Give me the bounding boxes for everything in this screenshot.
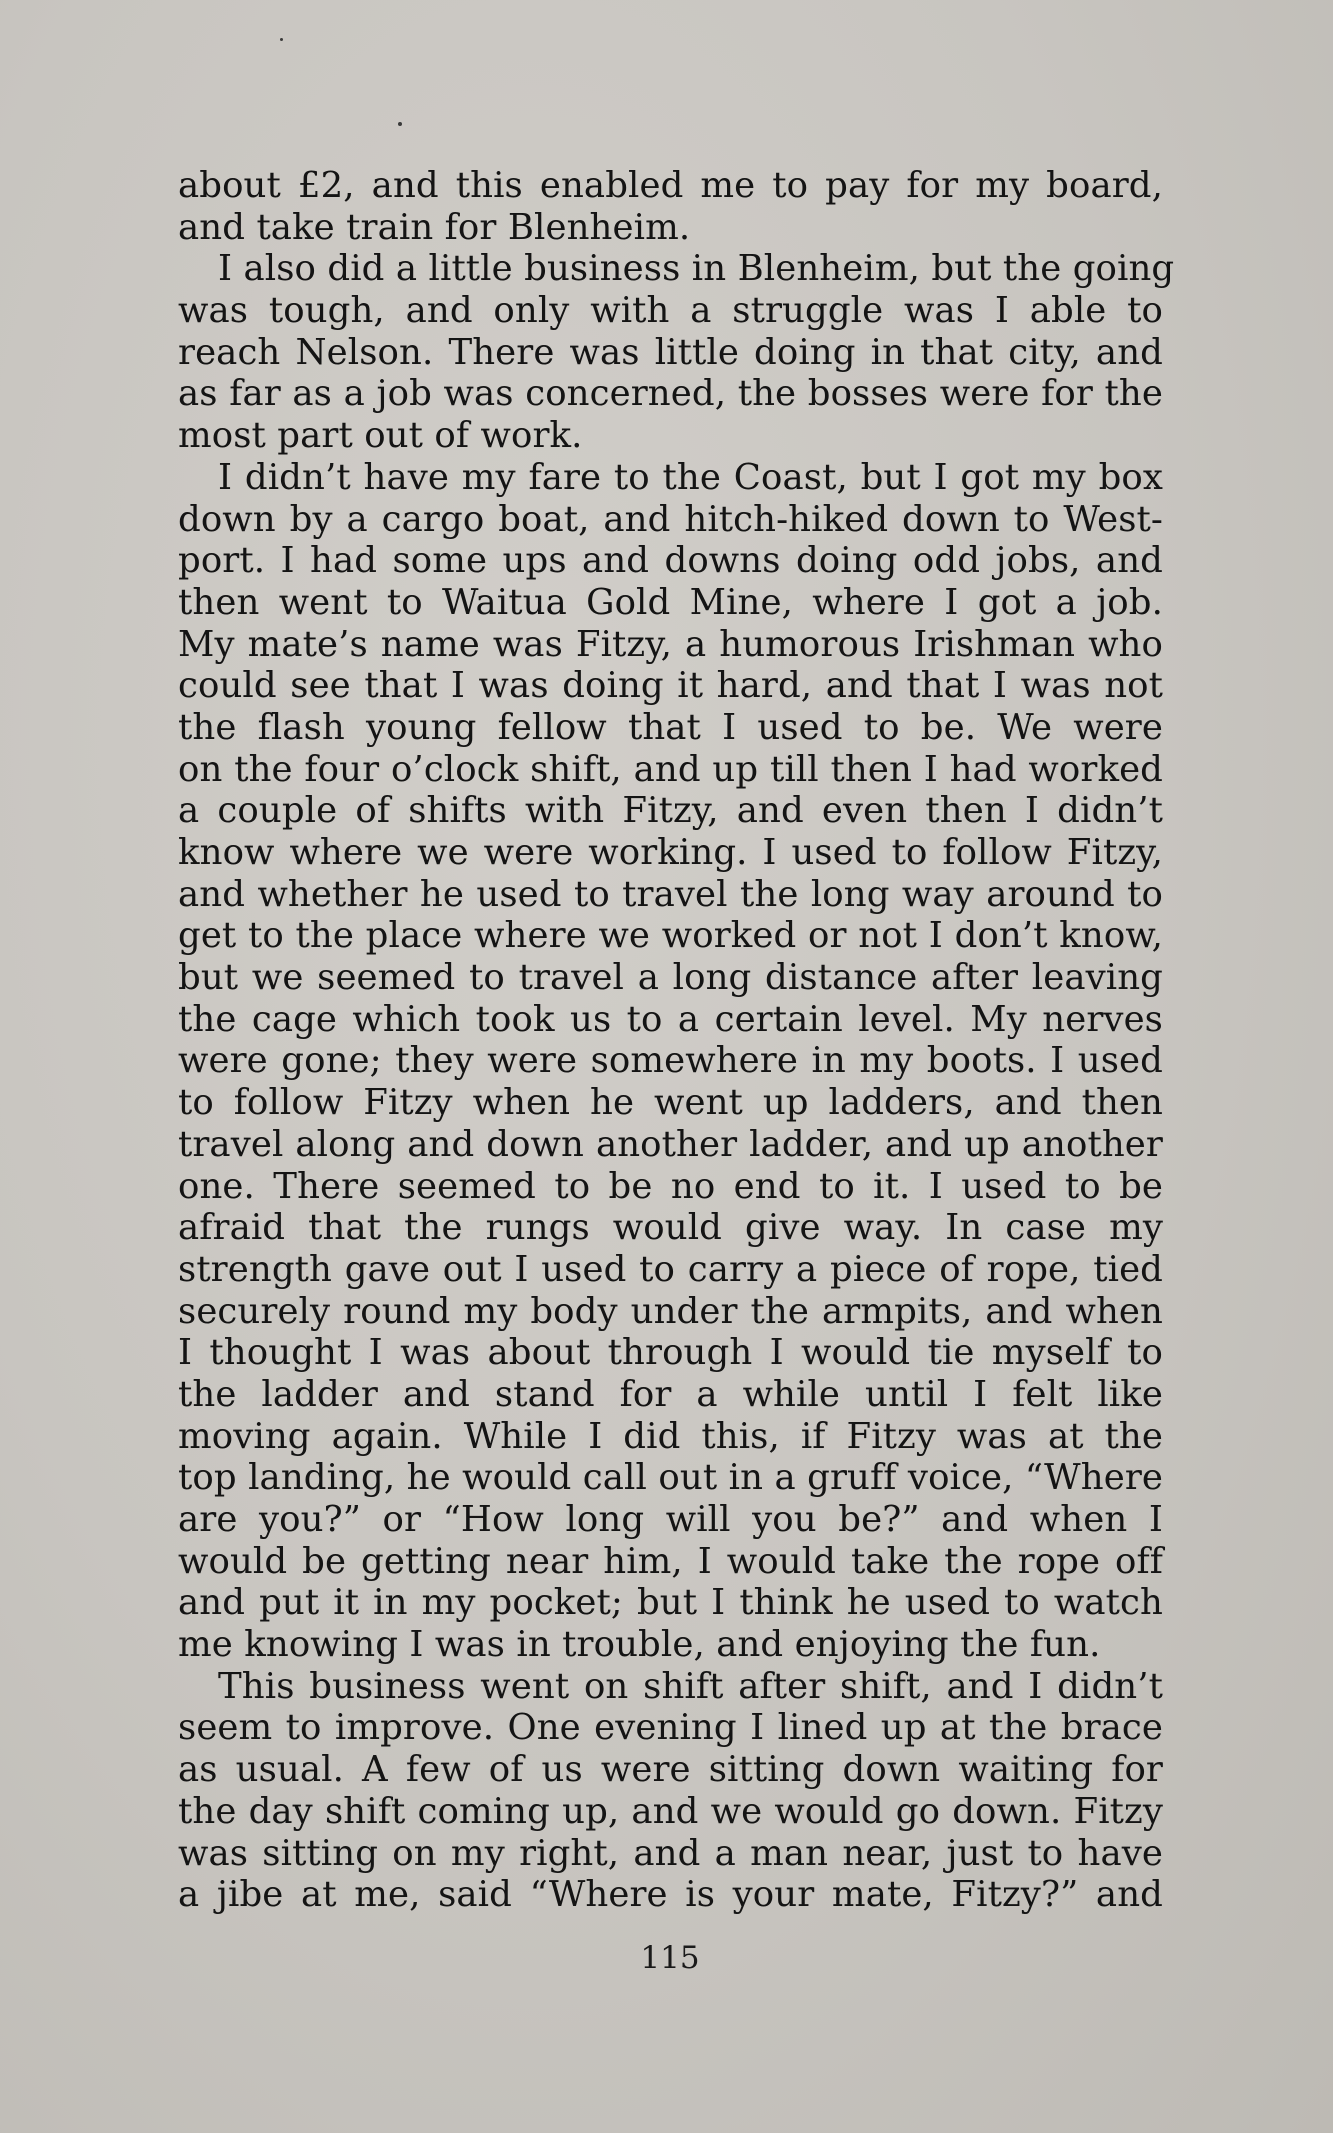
text-line: My mate’s name was Fitzy, a humorous Irishman who bbox=[178, 623, 1163, 665]
text-line: on the four o’clock shift, and up till then I had worked bbox=[178, 748, 1163, 790]
text-line: and put it in my pocket; but I think he used to watch bbox=[178, 1582, 1163, 1624]
text-line: about £2, and this enabled me to pay for my board, bbox=[178, 165, 1163, 206]
text-line: then went to Waitua Gold Mine, where I got a job. bbox=[178, 581, 1163, 623]
text-line: reach Nelson. There was little doing in that city, and bbox=[178, 331, 1163, 373]
text-line: a jibe at me, said “Where is your mate, Fitzy?” and bbox=[178, 1874, 1163, 1916]
paper-speck bbox=[398, 122, 402, 126]
text-line: the day shift coming up, and we would go down. Fitzy bbox=[178, 1790, 1163, 1832]
text-line: was sitting on my right, and a man near, just to have bbox=[178, 1832, 1163, 1874]
text-line: the ladder and stand for a while until I felt like bbox=[178, 1373, 1163, 1415]
text-line: and whether he used to travel the long way around to bbox=[178, 873, 1163, 915]
text-line: top landing, he would call out in a gruff voice, “Where bbox=[178, 1457, 1163, 1499]
text-line: most part out of work. bbox=[178, 415, 583, 457]
text-line: seem to improve. One evening I lined up at the brace bbox=[178, 1707, 1163, 1749]
text-line: was tough, and only with a struggle was I able to bbox=[178, 290, 1163, 332]
text-line: were gone; they were somewhere in my boots. I used bbox=[178, 1040, 1163, 1082]
text-line: port. I had some ups and downs doing odd jobs, and bbox=[178, 540, 1163, 582]
text-line: know where we were working. I used to follow Fitzy, bbox=[178, 832, 1163, 873]
body-text bbox=[178, 165, 1175, 1916]
text-line: but we seemed to travel a long distance after leaving bbox=[178, 957, 1163, 999]
text-line: a couple of shifts with Fitzy, and even then I didn’t bbox=[178, 790, 1163, 832]
text-line: I didn’t have my fare to the Coast, but I got my box bbox=[218, 456, 1163, 498]
text-line: are you?” or “How long will you be?” and when I bbox=[178, 1499, 1163, 1540]
text-line: as usual. A few of us were sitting down waiting for bbox=[178, 1749, 1163, 1791]
text-line: down by a cargo boat, and hitch-hiked down to West- bbox=[178, 498, 1163, 540]
text-line: would be getting near him, I would take the rope off bbox=[178, 1540, 1163, 1582]
paper-speck bbox=[280, 38, 283, 41]
text-line: one. There seemed to be no end to it. I used to be bbox=[178, 1165, 1163, 1207]
text-line: could see that I was doing it hard, and that I was not bbox=[178, 665, 1163, 707]
text-line: I thought I was about through I would tie myself to bbox=[178, 1332, 1163, 1374]
text-line: me knowing I was in trouble, and enjoying the fun. bbox=[178, 1624, 1101, 1666]
text-line: as far as a job was concerned, the bosses were for the bbox=[178, 373, 1163, 415]
text-line: securely round my body under the armpits, and when bbox=[178, 1290, 1163, 1332]
text-line: to follow Fitzy when he went up ladders, and then bbox=[178, 1082, 1163, 1124]
text-line: This business went on shift after shift, and I didn’t bbox=[218, 1665, 1163, 1707]
text-line: afraid that the rungs would give way. In case my bbox=[178, 1207, 1163, 1249]
page-number: 115 bbox=[640, 1940, 700, 1976]
text-line: the cage which took us to a certain level. My nerves bbox=[178, 998, 1163, 1040]
text-line: the flash young fellow that I used to be. We were bbox=[178, 706, 1163, 748]
text-line: get to the place where we worked or not I don’t know, bbox=[178, 915, 1163, 957]
text-line: I also did a little business in Blenheim, but the going bbox=[218, 248, 1175, 290]
text-line: travel along and down another ladder, and up another bbox=[178, 1123, 1163, 1165]
text-line: strength gave out I used to carry a piece of rope, tied bbox=[178, 1248, 1163, 1290]
text-line: and take train for Blenheim. bbox=[178, 206, 691, 248]
text-line: moving again. While I did this, if Fitzy was at the bbox=[178, 1415, 1163, 1457]
